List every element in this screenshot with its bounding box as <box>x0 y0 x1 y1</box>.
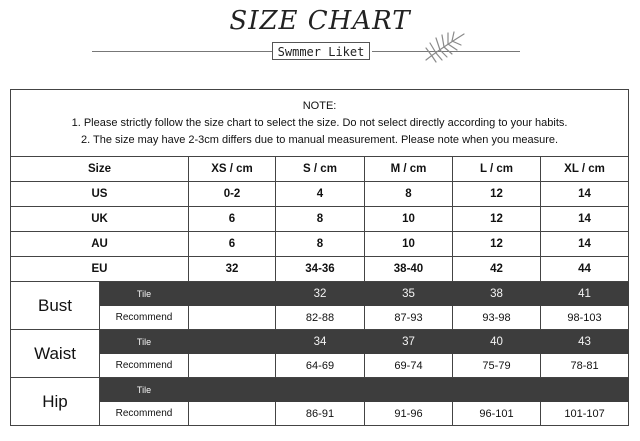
size-value: 32 <box>189 257 276 282</box>
size-value: 12 <box>453 207 541 232</box>
hip-recommend-row <box>11 402 629 426</box>
size-row-au <box>11 232 629 257</box>
size-header-cell: XS / cm <box>189 157 276 182</box>
bust-recommend-row <box>11 306 629 330</box>
tile-value <box>189 282 276 306</box>
tile-value <box>453 378 541 402</box>
bust-tile-row <box>11 282 629 306</box>
size-chart-table <box>10 89 629 426</box>
waist-tile-row <box>11 330 629 354</box>
tile-value: 41 <box>541 282 629 306</box>
size-value: 8 <box>276 207 365 232</box>
note-line-1: 1. Please strictly follow the size chart to select the size. Do not select directly according to your habits. <box>71 116 568 129</box>
tile-value <box>189 330 276 354</box>
tile-label: Tile <box>100 282 189 306</box>
recommend-value: 86-91 <box>276 402 365 426</box>
tile-value: 43 <box>541 330 629 354</box>
size-value: 44 <box>541 257 629 282</box>
size-region-label: UK <box>11 207 189 232</box>
tile-value: 40 <box>453 330 541 354</box>
size-header-cell: Size <box>11 157 189 182</box>
size-value: 10 <box>365 207 453 232</box>
tile-value: 32 <box>276 282 365 306</box>
size-header-cell: M / cm <box>365 157 453 182</box>
category-label-bust: Bust <box>11 282 100 330</box>
size-value: 10 <box>365 232 453 257</box>
size-header-cell: XL / cm <box>541 157 629 182</box>
recommend-value: 98-103 <box>541 306 629 330</box>
recommend-value: 87-93 <box>365 306 453 330</box>
size-value: 4 <box>276 182 365 207</box>
tile-value <box>276 378 365 402</box>
size-value: 8 <box>365 182 453 207</box>
brand-label: Swmmer Liket <box>272 42 370 60</box>
size-value: 8 <box>276 232 365 257</box>
palm-leaf-icon <box>422 30 468 64</box>
note-line-2: 2. The size may have 2-3cm differs due to manual measurement. Please note when you measure. <box>80 133 559 146</box>
tile-value: 35 <box>365 282 453 306</box>
tile-value: 37 <box>365 330 453 354</box>
recommend-value: 91-96 <box>365 402 453 426</box>
recommend-label: Recommend <box>100 354 189 378</box>
category-label-hip: Hip <box>11 378 100 426</box>
title-divider-left <box>92 51 272 52</box>
size-header-cell: S / cm <box>276 157 365 182</box>
size-value: 6 <box>189 232 276 257</box>
hip-tile-row <box>11 378 629 402</box>
size-region-label: AU <box>11 232 189 257</box>
recommend-value: 69-74 <box>365 354 453 378</box>
tile-label: Tile <box>100 378 189 402</box>
size-value: 38-40 <box>365 257 453 282</box>
tile-value: 34 <box>276 330 365 354</box>
recommend-value <box>189 402 276 426</box>
size-value: 6 <box>189 207 276 232</box>
recommend-value <box>189 354 276 378</box>
recommend-value <box>189 306 276 330</box>
size-value: 12 <box>453 232 541 257</box>
size-value: 14 <box>541 207 629 232</box>
size-region-label: EU <box>11 257 189 282</box>
recommend-value: 93-98 <box>453 306 541 330</box>
size-header-row <box>11 157 629 182</box>
tile-value <box>541 378 629 402</box>
category-label-waist: Waist <box>11 330 100 378</box>
recommend-label: Recommend <box>100 306 189 330</box>
size-value: 34-36 <box>276 257 365 282</box>
recommend-value: 78-81 <box>541 354 629 378</box>
tile-value: 38 <box>453 282 541 306</box>
note-cell <box>11 90 629 157</box>
size-value: 14 <box>541 182 629 207</box>
waist-recommend-row <box>11 354 629 378</box>
recommend-value: 75-79 <box>453 354 541 378</box>
recommend-value: 101-107 <box>541 402 629 426</box>
size-value: 0-2 <box>189 182 276 207</box>
size-row-us <box>11 182 629 207</box>
size-value: 12 <box>453 182 541 207</box>
recommend-label: Recommend <box>100 402 189 426</box>
size-value: 42 <box>453 257 541 282</box>
size-row-uk <box>11 207 629 232</box>
recommend-value: 96-101 <box>453 402 541 426</box>
tile-label: Tile <box>100 330 189 354</box>
size-chart-header <box>0 0 640 80</box>
tile-value <box>189 378 276 402</box>
size-row-eu <box>11 257 629 282</box>
recommend-value: 82-88 <box>276 306 365 330</box>
tile-value <box>365 378 453 402</box>
size-value: 14 <box>541 232 629 257</box>
note-heading: NOTE: <box>302 99 337 112</box>
page-title: SIZE CHART <box>229 6 411 36</box>
size-header-cell: L / cm <box>453 157 541 182</box>
recommend-value: 64-69 <box>276 354 365 378</box>
size-region-label: US <box>11 182 189 207</box>
